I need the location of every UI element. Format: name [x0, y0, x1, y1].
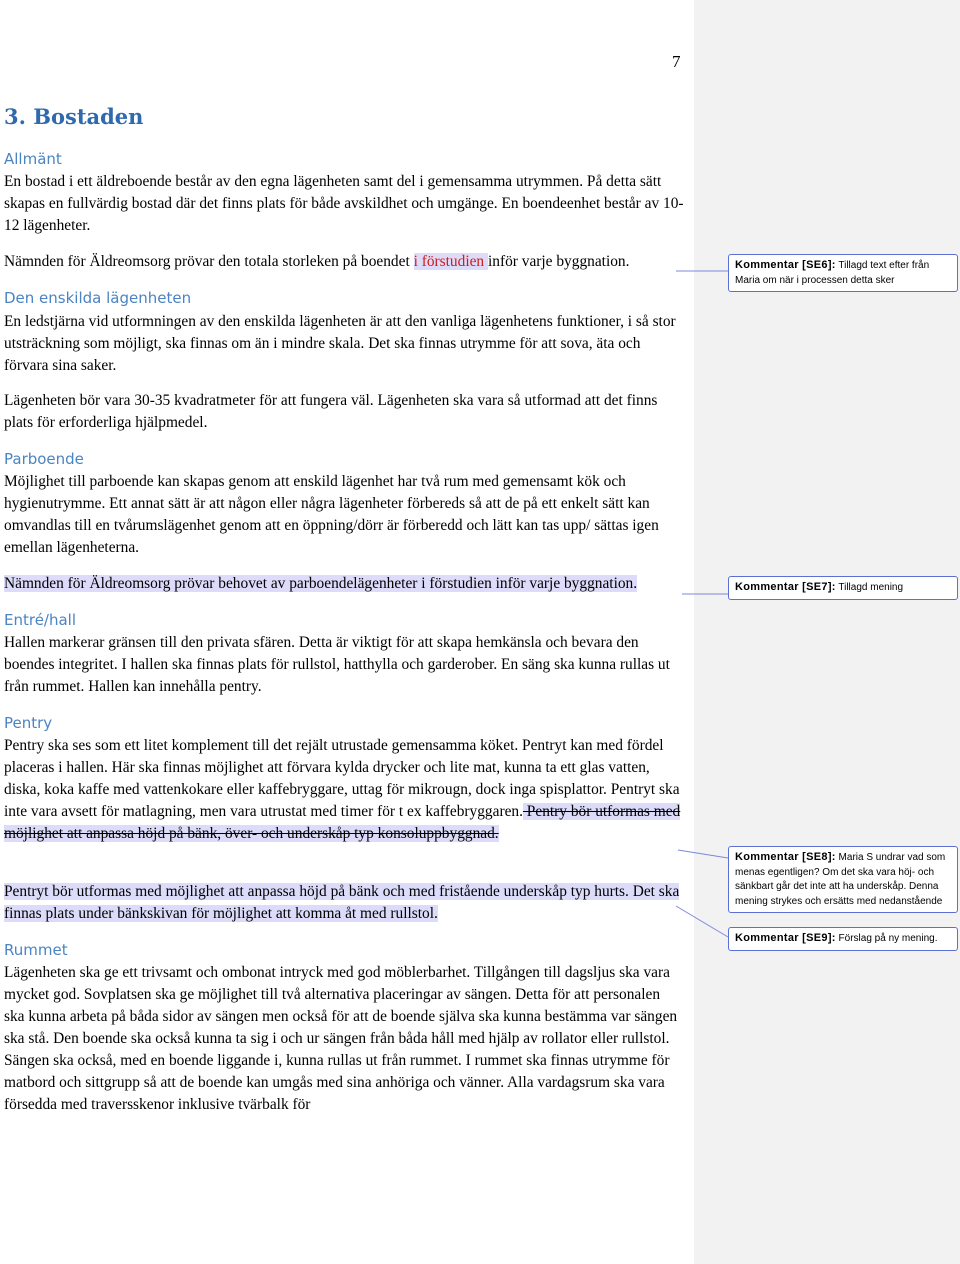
page-number: 7: [672, 52, 681, 71]
connector-se8: [678, 850, 728, 858]
text-enskilda-1: En ledstjärna vid utformningen av den enskilda lägenheten är att den vanliga lägenhetens funktioner, i så stor utsträckning som möjligt, ska finnas om än i mindre skala. Det ska finnas utrymme för att sova, äta och förvara sina saker.: [4, 313, 676, 374]
paragraph-parboende-1: [4, 471, 684, 559]
text-allmant-2b: inför varje byggnation.: [487, 253, 630, 270]
text-rummet-1: Lägenheten ska ge ett trivsamt och ombonat intryck med god möblerbarhet. Tillgången till dagsljus ska vara mycket god. Sovplatsen ska ge möjlighet till två alternativa placeringar av sängen. Detta för att personalen ska kunna arbeta på båda sidor av sängen men också för att de boende själva ska kunna bestämma var sängen ska stå. Den boende ska också kunna ta sig i och ur sängen från båda håll med hjälp av rollator eller rullstol. Sängen ska också, med en boende liggande i, kunna rullas ut från rummet. I rummet ska finnas utrymme för matbord och sittgrupp så att de boende kan umgås med sina anhöriga och vänner. Alla vardagsrum ska vara försedda med traversskenor inklusive tvärbalk för: [4, 964, 678, 1113]
heading-enskilda: Den enskilda lägenheten: [4, 289, 192, 307]
paragraph-allmant-2: [4, 251, 684, 273]
text-pentry-2-highlight[interactable]: Pentryt bör utformas med möjlighet att anpassa höjd på bänk och med fristående underskåp typ hurts. Det ska finnas plats under bänkskivan för möjlighet att komma åt med rullstol.: [4, 883, 680, 922]
comment-text: Förslag på ny mening.: [838, 933, 938, 944]
heading-entre: Entré/hall: [4, 611, 77, 629]
text-allmant-2a: Nämnden för Äldreomsorg prövar den totala storleken på boendet: [4, 253, 414, 270]
text-entre-1: Hallen markerar gränsen till den privata sfären. Detta är viktigt för att skapa hemkänsla och bevara den boendes integritet. I hallen ska finnas plats för rullstol, hatthylla och garderober. En säng ska kunna rullas ut från rummet. Hallen kan innehålla pentry.: [4, 634, 670, 695]
paragraph-allmant-1: [4, 171, 684, 237]
paragraph-rummet-1: [4, 962, 684, 1116]
paragraph-entre-1: [4, 632, 684, 698]
comment-ref: Kommentar [SE7]:: [735, 581, 836, 593]
heading-pentry: Pentry: [4, 714, 53, 732]
comment-text: Maria S undrar vad som menas egentligen? Om det ska vara höj- och sänkbart går det inte att ha underskåp. Denna mening strykes och ersätts med nedanstående: [735, 852, 946, 907]
paragraph-pentry-1: [4, 735, 684, 845]
section-title: 3. Bostaden: [4, 104, 144, 129]
text-parboende-1: Möjlighet till parboende kan skapas genom att enskild lägenhet har två rum med gemensamt kök och hygienutrymme. Ett annat sätt är att någon eller några lägenheter förbereds så att de på ett enkelt sätt kan omvandlas till en tvårumslägenhet genom att en öppning/dörr är förberedd och lätt kan tas upp/ sättas igen emellan lägenheterna.: [4, 473, 659, 556]
comment-ref: Kommentar [SE6]:: [735, 259, 836, 271]
comment-se7[interactable]: [728, 576, 958, 600]
comment-se9[interactable]: [728, 927, 958, 951]
text-parboende-2-highlight[interactable]: Nämnden för Äldreomsorg prövar behovet av parboendelägenheter i förstudien inför varje byggnation.: [4, 575, 638, 592]
paragraph-enskilda-2: [4, 390, 684, 434]
heading-parboende: Parboende: [4, 450, 84, 468]
comment-se6[interactable]: [728, 254, 958, 292]
comment-ref: Kommentar [SE8]:: [735, 851, 836, 863]
heading-allmant: Allmänt: [4, 150, 62, 168]
paragraph-enskilda-1: [4, 311, 684, 377]
text-pentry-1-deleted[interactable]: Pentry bör utformas med möjlighet att anpassa höjd på bänk, över- och underskåp typ konsoluppbyggnad.: [4, 803, 681, 842]
comment-se8[interactable]: [728, 846, 958, 913]
paragraph-pentry-2: [4, 881, 684, 925]
text-allmant-1: En bostad i ett äldreboende består av den egna lägenheten samt del i gemensamma utrymmen. På detta sätt skapas en fullvärdig bostad där det finns plats för både avskildhet och umgänge. En boendeenhet består av 10-12 lägenheter.: [4, 173, 684, 234]
text-pentry-1: Pentry ska ses som ett litet komplement till det rejält utrustade gemensamma köket. Pentryt kan med fördel placeras i hallen. Här ska finnas möjlighet att förvara kylda drycker och lite mat, kunna ta ett glas vatten, diska, koka kaffe med vattenkokare eller kaffebryggare, uttag för mikrougn, dock inga spisplattor. Pentryt ska inte vara avsett för matlagning, men vara utrustat med timer för t ex kaffebryggaren.: [4, 737, 680, 820]
heading-rummet: Rummet: [4, 941, 68, 959]
comment-text: Tillagd mening: [838, 582, 904, 593]
comment-text: Tillagd text efter från Maria om när i processen detta sker: [735, 260, 930, 286]
comment-ref: Kommentar [SE9]:: [735, 932, 836, 944]
text-allmant-2-highlight[interactable]: i förstudien: [413, 253, 488, 270]
paragraph-parboende-2: [4, 573, 684, 595]
text-enskilda-2: Lägenheten bör vara 30-35 kvadratmeter för att fungera väl. Lägenheten ska vara så utformad att det finns plats för erforderliga hjälpmedel.: [4, 392, 658, 431]
